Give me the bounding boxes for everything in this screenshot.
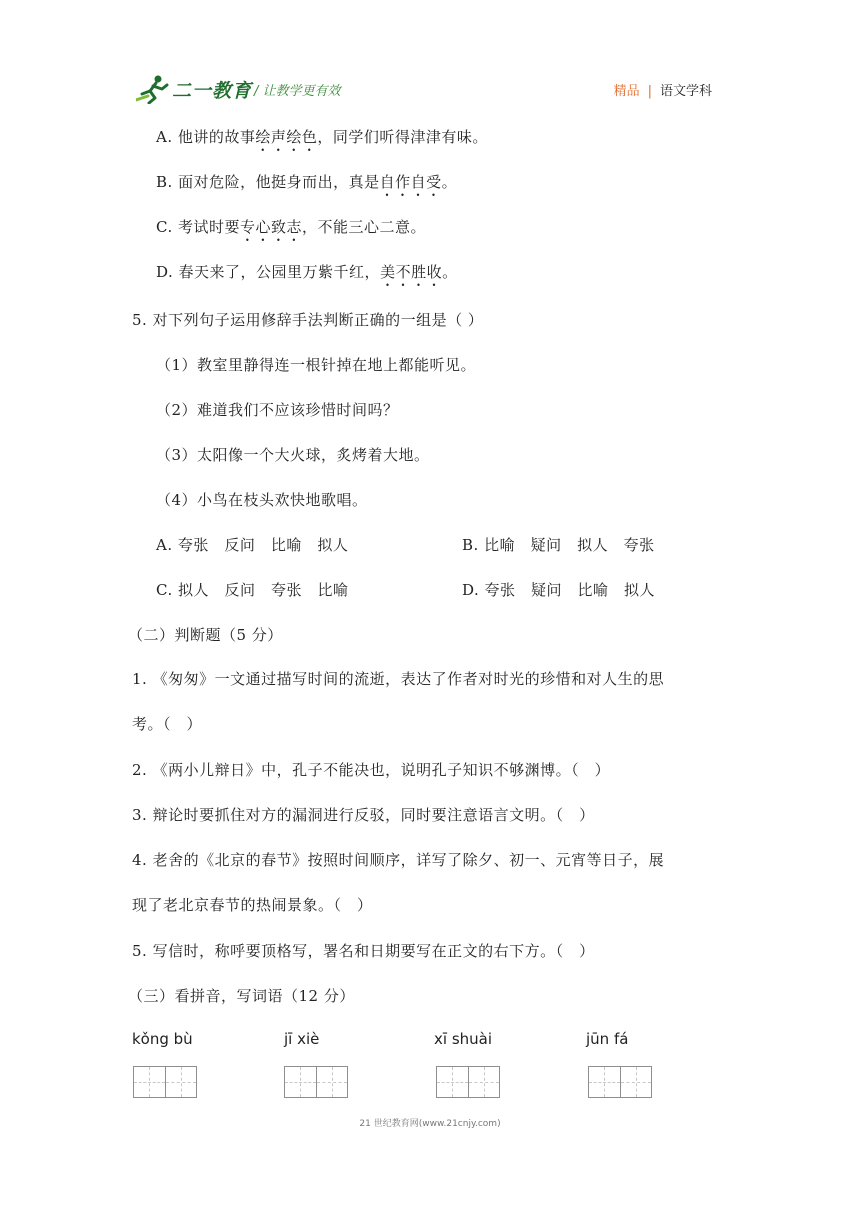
pinyin-1: kǒng bù	[132, 1030, 193, 1048]
writing-grid[interactable]	[588, 1066, 652, 1098]
pinyin-3: xī shuài	[434, 1030, 493, 1048]
judge-item-2: 2. 《两小儿辩日》中，孔子不能决也，说明孔子知识不够渊博。（ ）	[132, 761, 611, 779]
q4-option-c: C. 考试时要专心致志，不能三心二意。	[156, 218, 427, 236]
q4-option-b: B. 面对危险，他挺身而出，真是自作自受。	[156, 173, 458, 191]
writing-cell[interactable]	[469, 1067, 500, 1097]
dotted-idiom: 美不胜收	[380, 263, 443, 281]
page-header	[136, 72, 726, 112]
pinyin-2: jī xiè	[284, 1030, 320, 1048]
q5-option-d: D. 夸张 疑问 比喻 拟人	[462, 581, 656, 599]
section2-title: （二）判断题（5 分）	[128, 626, 283, 644]
writing-cell[interactable]	[437, 1067, 469, 1097]
logo-text: 二一教育	[172, 79, 253, 102]
writing-grid[interactable]	[133, 1066, 197, 1098]
header-badge	[614, 80, 712, 99]
writing-cell[interactable]	[285, 1067, 317, 1097]
writing-grid[interactable]	[284, 1066, 348, 1098]
judge-item-4: 4. 老舍的《北京的春节》按照时间顺序，详写了除夕、初一、元宵等日子，展	[132, 851, 665, 869]
writing-cell[interactable]	[134, 1067, 166, 1097]
writing-cell[interactable]	[621, 1067, 652, 1097]
section3-title: （三）看拼音，写词语（12 分）	[128, 987, 355, 1005]
writing-cell[interactable]	[317, 1067, 348, 1097]
writing-grid[interactable]	[436, 1066, 500, 1098]
q5-sentence-2: （2）难道我们不应该珍惜时间吗？	[156, 401, 399, 419]
writing-cell[interactable]	[589, 1067, 621, 1097]
running-man-icon	[136, 74, 170, 104]
logo	[136, 74, 252, 104]
pinyin-4: jūn fá	[586, 1030, 629, 1048]
judge-item-1-cont: 考。（ ）	[132, 715, 203, 733]
judge-item-3: 3. 辩论时要抓住对方的漏洞进行反驳，同时要注意语言文明。（ ）	[132, 806, 595, 824]
page-footer: 21 世纪教育网(www.21cnjy.com)	[359, 1119, 501, 1129]
judge-item-5: 5. 写信时，称呼要顶格写，署名和日期要写在正文的右下方。（ ）	[132, 942, 595, 960]
badge-separator: |	[647, 84, 652, 99]
judge-item-1: 1. 《匆匆》一文通过描写时间的流逝，表达了作者对时光的珍惜和对人生的思	[132, 670, 665, 688]
q5-stem: 5. 对下列句子运用修辞手法判断正确的一组是（ ）	[132, 311, 484, 329]
q4-option-d: D. 春天来了，公园里万紫千红，美不胜收。	[156, 263, 458, 281]
q5-option-a: A. 夸张 反问 比喻 拟人	[156, 536, 349, 554]
q4-option-a: A. 他讲的故事绘声绘色，同学们听得津津有味。	[156, 128, 488, 146]
q5-option-c: C. 拟人 反问 夸张 比喻	[156, 581, 349, 599]
subject-label: 语文学科	[659, 84, 712, 99]
quality-label: 精品	[613, 84, 640, 99]
writing-cell[interactable]	[166, 1067, 197, 1097]
dotted-idiom: 绘声绘色	[255, 128, 318, 146]
dotted-idiom: 专心致志	[240, 218, 303, 236]
judge-item-4-cont: 现了老北京春节的热闹景象。（ ）	[132, 896, 373, 914]
q5-sentence-4: （4）小鸟在枝头欢快地歌唱。	[156, 491, 368, 509]
dotted-idiom: 自作自受	[379, 173, 442, 191]
slogan: / 让教学更有效	[254, 84, 341, 99]
q5-option-b: B. 比喻 疑问 拟人 夸张	[462, 536, 655, 554]
q5-sentence-3: （3）太阳像一个大火球，炙烤着大地。	[156, 446, 430, 464]
q5-sentence-1: （1）教室里静得连一根针掉在地上都能听见。	[156, 356, 477, 374]
